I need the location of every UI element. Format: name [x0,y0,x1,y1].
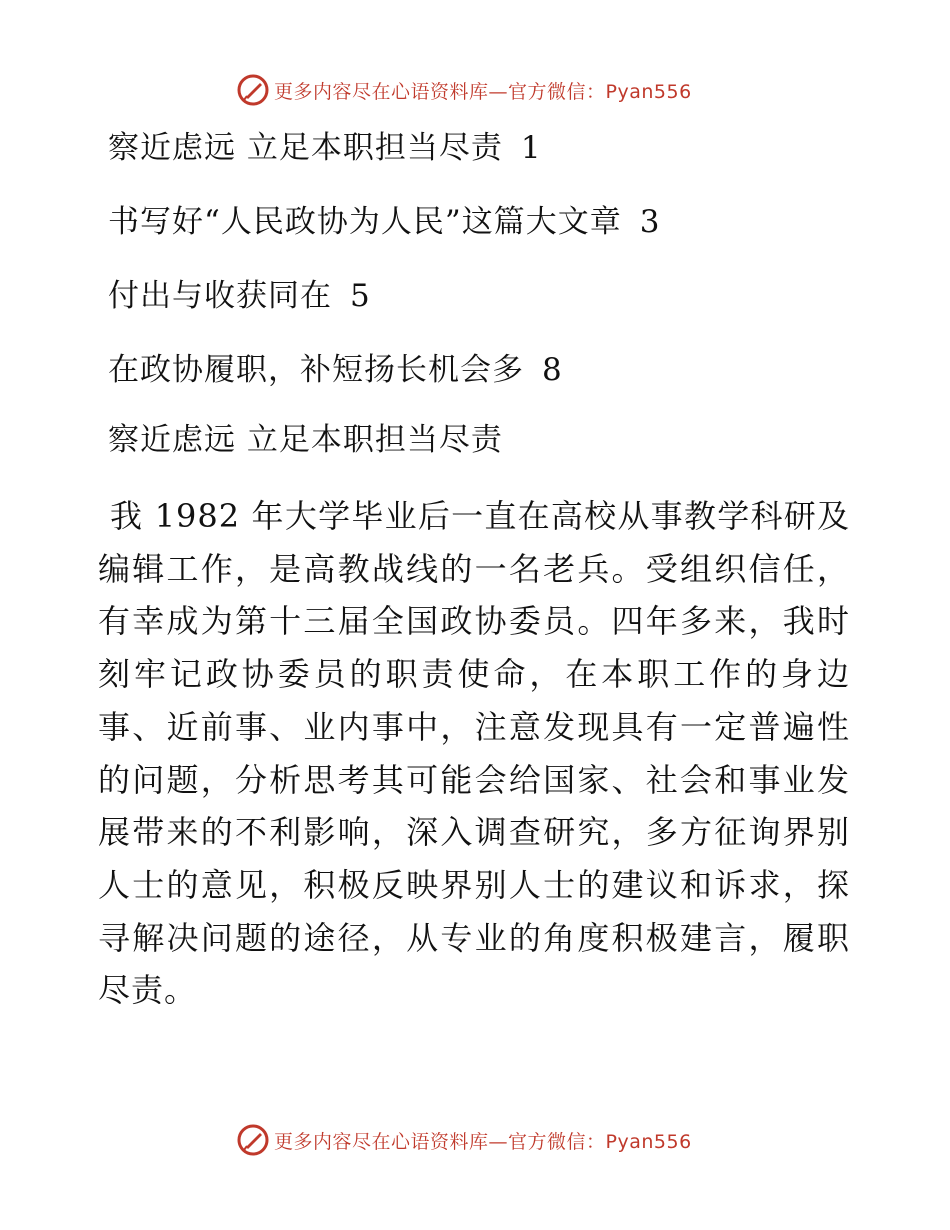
toc-item[interactable] [108,124,660,198]
toc-item-title: 书写好“人民政协为人民”这篇大文章 [108,204,622,240]
toc-item-title: 在政协履职，补短扬长机会多 [108,352,524,388]
banner-wechat: 官方微信：Pyan556 [508,80,692,103]
table-of-contents [108,124,660,420]
banner-text: 更多内容尽在心语资料库— [274,1130,509,1153]
banner-text: 更多内容尽在心语资料库— [274,80,509,103]
toc-item-page: 1 [520,130,542,166]
article-title: 察近虑远 立足本职担当尽责 [108,422,503,458]
toc-item-page: 8 [542,352,563,388]
footer-watermark-banner [236,1122,736,1158]
banner-wechat: 官方微信：Pyan556 [508,1130,692,1153]
quill-logo-icon [236,73,270,107]
toc-item[interactable] [108,272,660,346]
toc-item-title: 付出与收获同在 [108,278,332,314]
toc-item-page: 5 [350,278,371,314]
toc-item-page: 3 [639,204,661,240]
header-watermark-banner [236,72,736,108]
toc-item-title: 察近虑远 立足本职担当尽责 [108,130,503,166]
article-paragraph: 我 1982 年大学毕业后一直在高校从事教学科研及编辑工作，是高教战线的一名老兵。受组织信任，有幸成为第十三届全国政协委员。四年多来，我时刻牢记政协委员的职责使命，在本职工作的身边事、近前事、业内事中，注意发现具有一定普遍性的问题，分析思考其可能会给国家、社会和事业发展带来的不利影响，深入调查研究，多方征询界别人士的意见，积极反映界别人士的建议和诉求，探寻解决问题的途径，从专业的角度积极建言，履职尽责。 [98,497,850,1010]
toc-item[interactable] [108,346,660,420]
toc-item[interactable] [108,198,660,272]
quill-logo-icon [236,1123,270,1157]
